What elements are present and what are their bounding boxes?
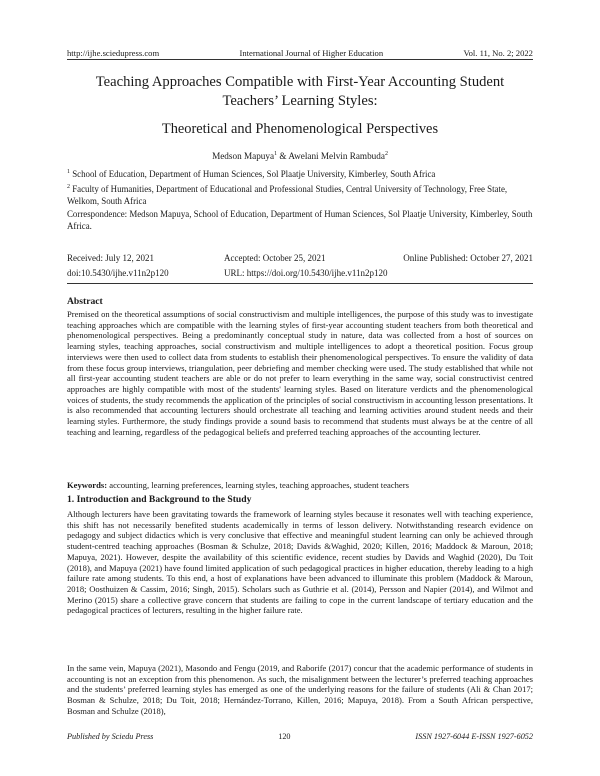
dates-divider (67, 283, 533, 284)
doi-url[interactable]: URL: https://doi.org/10.5430/ijhe.v11n2p120 (224, 268, 388, 278)
paper-subtitle: Theoretical and Phenomenological Perspectives (161, 121, 439, 137)
publication-dates (67, 253, 533, 278)
author-separator: & (277, 151, 289, 162)
doi[interactable]: doi:10.5430/ijhe.v11n2p120 (67, 268, 169, 278)
keywords (67, 480, 533, 490)
running-header (67, 44, 533, 58)
affiliation-1 (67, 166, 533, 180)
volume-info: Vol. 11, No. 2; 2022 (463, 48, 533, 58)
affiliation-2 (67, 181, 533, 207)
author-1-sup: 1 (274, 151, 278, 157)
header-divider (67, 59, 533, 60)
abstract-text: Premised on the theoretical assumptions of social constructivism and multiple intelligences, the purpose of this study was to investigate teaching approaches which are compatible with the learning styles of first-year accounting student teachers from both theoretical and phenomenological perspectives. Being a predominantly conceptual study in nature, data was collected from a host of sources on learning styles, teaching approaches, social constructivism and multiple intelligences to adopt a theoretical position. Focus group interviews were then used to collect data from students to establish their phenomenological perspectives. To ensure the validity of data from these focus group interviews, triangulation, peer debriefing and member checking were used. The study established that while not all first-year accounting student teachers are able or do not prefer to learn everything in the same way, social constructivist centred approaches are highly compatible with most of the students' learning styles. Based on literature verdicts and the phenomenological voices of students, the study recommends the application of the principles of social constructivism in accounting lesson presentations. It is also recommended that accounting lecturers should orchestrate all teaching and learning activities around student needs and their learning styles. Furthermore, the study findings provide a sound basis to recommend that students must always be at the centre of all teaching and learning, regardless of the pedagogical beliefs and preferred teaching approaches of the accounting lecturer. (67, 309, 533, 437)
issn: ISSN 1927-6044 E-ISSN 1927-6052 (415, 732, 533, 741)
page-number: 120 (278, 732, 291, 741)
author-2: Awelani Melvin Rambuda (288, 151, 385, 162)
received-date: Received: July 12, 2021 (67, 253, 154, 263)
keywords-label: Keywords: (67, 480, 108, 490)
author-1: Medson Mapuya (212, 151, 275, 162)
publisher: Published by Sciedu Press (67, 732, 154, 741)
body-paragraph-1: Although lecturers have been gravitating towards the framework of learning styles because it resonates well with teaching experience, this shift has not necessarily benefited students academically in terms of lesson delivery. Notwithstanding research evidence on pedagogy and subject didactics which is very conclusive that effective and meaningful student learning can only be achieved through student-centred teaching approaches (Bosman & Schulze, 2018; Davids &Waghid, 2020; Killen, 2016; Maddock & Maroun, 2018; Mapuya, 2021). However, despite the availability of this scientific evidence, recent studies by Davids and Waghid (2020), Du Toit (2018), and Mapuya (2021) have found limited application of such pedagogical practices in higher education, thereby leading to a high failure rate among students. To this end, a host of explanations have been advanced to illuminate this problem (Maddock & Maroun, 2018; Oosthuizen & Cassim, 2016; Singh, 2015). Scholars such as Guthrie et al. (2014), Persson and Napier (2014), and Wilmot and Merino (2015) share a collective grave concern that students are failing to cope in the current landscape of tertiary education and the pedagogical practices of lecturers, resulting in the higher failure rate. (67, 509, 533, 616)
body-paragraph-2: In the same vein, Mapuya (2021), Masondo and Fengu (2019, and Raborife (2017) concur that the academic performance of students in accounting is not an exception from this phenomenon. As such, the misalignment between the lecturer’s preferred teaching approaches and the students’ preferred learning styles has emerged as one of the underlying reasons for the failure of students (Ali & Chan 2017; Bosman & Schulze, 2018; Du Toit, 2018; Hernández-Torrano, Killen, 2016; Mapuya, 2018). From a South African perspective, Bosman and Schulze (2018), (67, 663, 533, 716)
keywords-text: accounting, learning preferences, learning styles, teaching approaches, student teachers (107, 480, 409, 490)
paper-title: Teaching Approaches Compatible with First-Year Accounting Student Teachers’ Learning Styles: (95, 74, 505, 109)
affiliation-2-text: Faculty of Humanities, Department of Educational and Professional Studies, Central University of Technology, Free State, Welkom, South Africa (67, 183, 508, 206)
journal-url[interactable]: http://ijhe.sciedupress.com (67, 48, 160, 58)
correspondence: Correspondence: Medson Mapuya, School of Education, Department of Human Sciences, Sol Plaatje University, Kimberley, South Africa. (67, 209, 533, 231)
affiliation-1-sup: 1 (67, 169, 70, 175)
accepted-date: Accepted: October 25, 2021 (224, 253, 326, 263)
section-heading: 1. Introduction and Background to the Study (67, 494, 252, 505)
affiliation-2-sup: 2 (67, 184, 70, 190)
author-line (67, 151, 533, 161)
page-footer (67, 732, 533, 741)
author-2-sup: 2 (384, 151, 388, 157)
abstract-heading: Abstract (67, 296, 103, 307)
affiliation-1-text: School of Education, Department of Human Sciences, Sol Plaatje University, Kimberley, South Africa (70, 168, 436, 179)
published-date: Online Published: October 27, 2021 (403, 253, 533, 263)
journal-name: International Journal of Higher Education (239, 48, 384, 58)
